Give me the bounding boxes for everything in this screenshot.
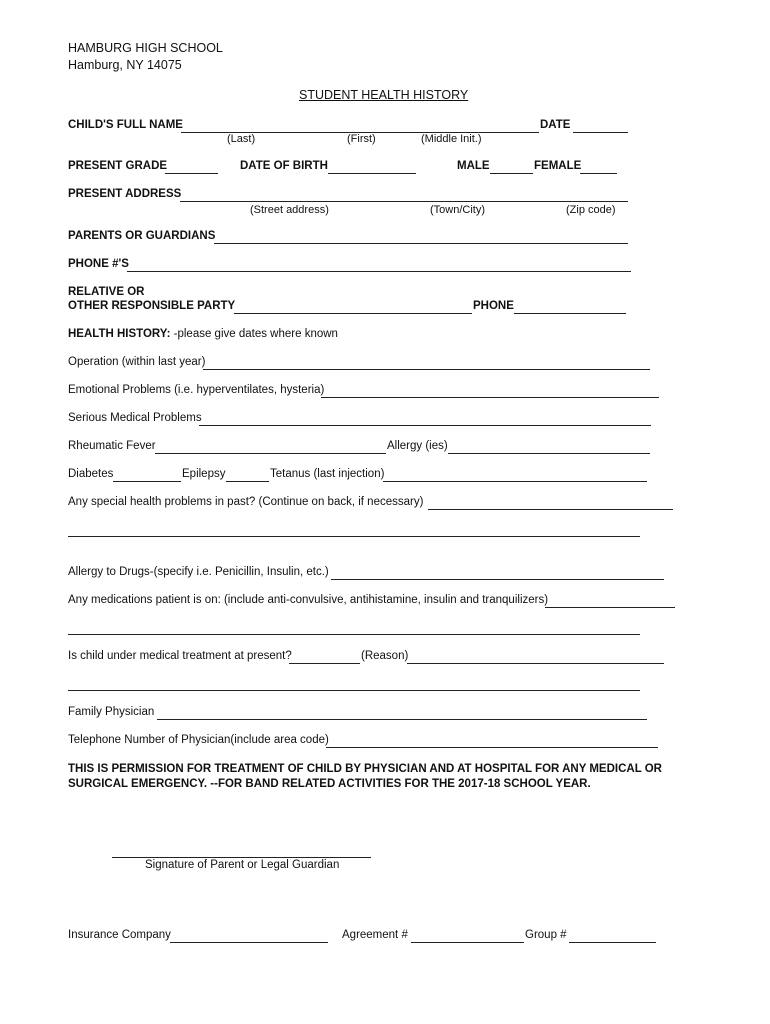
male-field[interactable] bbox=[490, 173, 533, 174]
treatment-field[interactable] bbox=[289, 663, 360, 664]
dob-field[interactable] bbox=[328, 173, 416, 174]
serious-label: Serious Medical Problems bbox=[68, 412, 202, 424]
street-caption: (Street address) bbox=[250, 204, 329, 216]
drugs-field[interactable] bbox=[331, 579, 664, 580]
school-city: Hamburg, NY 14075 bbox=[68, 58, 182, 72]
medications-field[interactable] bbox=[545, 607, 675, 608]
parents-label: PARENTS OR GUARDIANS bbox=[68, 230, 216, 242]
female-label: FEMALE bbox=[534, 160, 582, 172]
rheumatic-label: Rheumatic Fever bbox=[68, 440, 156, 452]
relative-label-2: OTHER RESPONSIBLE PARTY bbox=[68, 300, 236, 312]
first-caption: (First) bbox=[347, 133, 376, 145]
reason-label: (Reason) bbox=[361, 650, 409, 662]
date-field[interactable] bbox=[573, 132, 628, 133]
zip-caption: (Zip code) bbox=[566, 204, 616, 216]
physician-phone-label: Telephone Number of Physician(include area code) bbox=[68, 734, 329, 746]
physician-phone-field[interactable] bbox=[326, 747, 658, 748]
middle-caption: (Middle Init.) bbox=[421, 133, 482, 145]
relative-label-1: RELATIVE OR bbox=[68, 286, 145, 298]
parents-field[interactable] bbox=[214, 243, 628, 244]
special-field-continued[interactable] bbox=[68, 536, 640, 537]
insurance-label: Insurance Company bbox=[68, 929, 171, 941]
grade-field[interactable] bbox=[165, 173, 218, 174]
signature-caption: Signature of Parent or Legal Guardian bbox=[145, 859, 340, 871]
phones-label: PHONE #'S bbox=[68, 258, 129, 270]
rheumatic-field[interactable] bbox=[155, 453, 386, 454]
operation-field[interactable] bbox=[203, 369, 650, 370]
relative-field[interactable] bbox=[234, 313, 472, 314]
special-label: Any special health problems in past? (Continue on back, if necessary) bbox=[68, 496, 424, 508]
operation-label: Operation (within last year) bbox=[68, 356, 206, 368]
serious-field[interactable] bbox=[199, 425, 651, 426]
physician-label: Family Physician bbox=[68, 706, 155, 718]
reason-field-continued[interactable] bbox=[68, 690, 640, 691]
tetanus-label: Tetanus (last injection) bbox=[270, 468, 385, 480]
relative-phone-field[interactable] bbox=[514, 313, 626, 314]
drugs-label: Allergy to Drugs-(specify i.e. Penicillin, Insulin, etc.) bbox=[68, 566, 329, 578]
group-label: Group # bbox=[525, 929, 567, 941]
child-name-label: CHILD'S FULL NAME bbox=[68, 119, 183, 131]
form-title: STUDENT HEALTH HISTORY bbox=[299, 88, 469, 102]
date-label: DATE bbox=[540, 119, 571, 131]
group-field[interactable] bbox=[569, 942, 656, 943]
insurance-field[interactable] bbox=[170, 942, 328, 943]
male-label: MALE bbox=[457, 160, 490, 172]
agreement-field[interactable] bbox=[411, 942, 524, 943]
health-history-heading bbox=[68, 328, 338, 340]
physician-field[interactable] bbox=[157, 719, 647, 720]
female-field[interactable] bbox=[580, 173, 617, 174]
emotional-field[interactable] bbox=[321, 397, 659, 398]
epilepsy-field[interactable] bbox=[226, 481, 269, 482]
address-field[interactable] bbox=[180, 201, 628, 202]
allergy-field[interactable] bbox=[448, 453, 650, 454]
epilepsy-label: Epilepsy bbox=[182, 468, 226, 480]
agreement-label: Agreement # bbox=[342, 929, 408, 941]
permission-statement: THIS IS PERMISSION FOR TREATMENT OF CHILD BY PHYSICIAN AND AT HOSPITAL FOR ANY MEDICAL OR SURGICAL EMERGENCY. --FOR BAND RELATED ACTIVITIES FOR THE 2017-18 SCHOOL YEAR. bbox=[68, 763, 662, 790]
health-history-note: -please give dates where known bbox=[173, 328, 338, 340]
signature-field[interactable] bbox=[112, 857, 371, 858]
treatment-label: Is child under medical treatment at present? bbox=[68, 650, 292, 662]
school-name: HAMBURG HIGH SCHOOL bbox=[68, 41, 223, 55]
relative-phone-label: PHONE bbox=[473, 300, 514, 312]
health-history-label: HEALTH HISTORY: bbox=[68, 328, 171, 340]
diabetes-label: Diabetes bbox=[68, 468, 114, 480]
phones-field[interactable] bbox=[127, 271, 631, 272]
tetanus-field[interactable] bbox=[383, 481, 647, 482]
allergy-label: Allergy (ies) bbox=[387, 440, 448, 452]
special-field[interactable] bbox=[428, 509, 673, 510]
emotional-label: Emotional Problems (i.e. hyperventilates, hysteria) bbox=[68, 384, 325, 396]
town-caption: (Town/City) bbox=[430, 204, 486, 216]
medications-label: Any medications patient is on: (include anti-convulsive, antihistamine, insulin and tranquilizers) bbox=[68, 594, 549, 606]
medications-field-continued[interactable] bbox=[68, 634, 640, 635]
dob-label: DATE OF BIRTH bbox=[240, 160, 328, 172]
address-label: PRESENT ADDRESS bbox=[68, 188, 182, 200]
reason-field[interactable] bbox=[407, 663, 664, 664]
last-caption: (Last) bbox=[227, 133, 256, 145]
diabetes-field[interactable] bbox=[113, 481, 181, 482]
grade-label: PRESENT GRADE bbox=[68, 160, 168, 172]
